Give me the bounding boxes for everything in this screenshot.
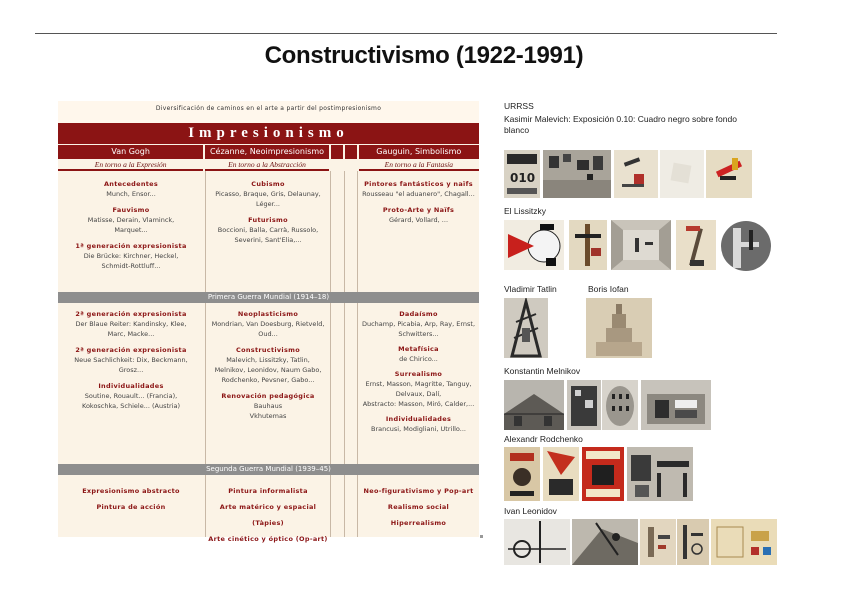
artist-list: Melnikov, Leonidov, Naum Gabo, xyxy=(214,366,322,374)
melnikov-house-image xyxy=(602,380,638,430)
movement-heading: 2ª generación expresionista xyxy=(75,310,187,318)
melnikov-pavilion-image xyxy=(504,380,564,430)
sec2-col3 xyxy=(358,309,479,434)
rodchenko-poster-2-image xyxy=(543,447,579,501)
column-subtitle: En torno a la Fantasía xyxy=(359,159,479,171)
table-caption: Diversificación de caminos en el arte a partir del postimpresionismo xyxy=(58,101,479,123)
artist-list: Marquet... xyxy=(114,226,148,234)
artist-list: Bauhaus xyxy=(253,402,283,410)
artist-list: Rousseau "el aduanero", Chagall... xyxy=(362,190,475,198)
movement-heading: 1ª generación expresionista xyxy=(75,242,187,250)
leonidov-plan-image xyxy=(711,519,777,565)
rodchenko-poster-3-image xyxy=(582,447,624,501)
artist-list: Gérard, Vollard, ... xyxy=(388,216,449,224)
section-label-tatlin: Vladimir Tatlin xyxy=(504,284,557,294)
art-movements-table xyxy=(58,101,479,543)
column-headers xyxy=(58,145,479,159)
artist-list: Munch, Ensor... xyxy=(106,190,156,198)
tatlin-tower-image xyxy=(504,298,548,358)
rodchenko-poster-1-image xyxy=(504,447,540,501)
sec1-col1 xyxy=(58,179,204,271)
section-label-leonidov: Ivan Leonidov xyxy=(504,506,557,516)
artist-list: Vkhutemas xyxy=(249,412,287,420)
movement-heading: Arte matérico y espacial (Tàpies) xyxy=(219,503,317,527)
malevich-caption: Kasimir Malevich: Exposición 0.10: Cuadro negro sobre fondo blanco xyxy=(504,114,737,135)
artist-list: Duchamp, Picabia, Arp, Ray, Ernst, xyxy=(361,320,476,328)
svg-text:010: 010 xyxy=(510,171,536,185)
artist-list: Grosz... xyxy=(118,366,144,374)
ww2-band: Segunda Guerra Mundial (1939–45) xyxy=(58,464,479,475)
section-label-lissitzky: El Lissitzky xyxy=(504,206,547,216)
artist-list: Schwitters... xyxy=(398,330,439,338)
rodchenko-reading-room-image xyxy=(627,447,693,501)
movement-heading: Expresionismo abstracto xyxy=(82,487,180,495)
column-subtitle: En torno a la Abstracción xyxy=(205,159,328,171)
movement-heading: Metafísica xyxy=(398,345,439,353)
malevich-exhibition-photo xyxy=(543,150,611,198)
movement-heading: Fauvismo xyxy=(112,206,150,214)
section-label-rodchenko: Alexandr Rodchenko xyxy=(504,434,583,444)
column-header: Van Gogh xyxy=(58,145,203,159)
column-subtitle: En torno a la Expresión xyxy=(58,159,203,171)
lissitzky-tribune-image xyxy=(676,220,716,270)
sec2-col1 xyxy=(58,309,204,411)
movement-heading: Pintura de acción xyxy=(96,503,166,511)
artist-list: Kokoschka, Schiele... (Austria) xyxy=(82,402,180,410)
artist-list: Oud... xyxy=(258,330,278,338)
artist-list: Severini, Sant'Elia,... xyxy=(234,236,302,244)
sec2-col2 xyxy=(206,309,330,421)
column-header xyxy=(345,145,357,159)
movement-heading: Neo-figurativismo y Pop-art xyxy=(363,487,474,495)
artist-list: Ernst, Masson, Magritte, Tanguy, xyxy=(365,380,472,388)
bullet-mark xyxy=(480,535,483,538)
leonidov-institute-image xyxy=(504,519,570,565)
lissitzky-globe-image xyxy=(719,220,773,272)
column-subtitle xyxy=(345,159,357,171)
iofan-palace-image xyxy=(586,298,652,358)
movement-heading: Proto-Arte y Naïfs xyxy=(382,206,455,214)
lissitzky-red-wedge-image xyxy=(504,220,564,270)
sec1-col2 xyxy=(206,179,330,245)
movement-heading: Constructivismo xyxy=(236,346,300,354)
artist-list: Die Brücke: Kirchner, Heckel, xyxy=(83,252,179,260)
movement-heading: 2ª generación expresionista xyxy=(75,346,187,354)
artist-list: Marc, Macke... xyxy=(107,330,155,338)
leonidov-sketch-image xyxy=(677,519,709,565)
sec3-col2 xyxy=(206,483,330,547)
artist-list: Léger... xyxy=(256,200,280,208)
section-label-urss: URRSS xyxy=(504,101,534,111)
artist-list: Neue Sachlichkeit: Dix, Beckmann, xyxy=(74,356,188,364)
artist-list: Malevich, Lissitzky, Tatlin, xyxy=(226,356,310,364)
section-label-melnikov: Konstantin Melnikov xyxy=(504,366,581,376)
section-label-iofan: Boris Iofan xyxy=(588,284,629,294)
artist-list: Delvaux, Dalí, xyxy=(395,390,442,398)
white-on-white-image xyxy=(660,150,704,198)
movement-heading: Antecedentes xyxy=(103,180,159,188)
artist-list: Soutine, Rouault... (Francia), xyxy=(84,392,178,400)
artist-list: de Chirico... xyxy=(399,355,438,363)
malevich-poster-image xyxy=(504,150,540,198)
column-header: Cézanne, Neoimpresionismo xyxy=(205,145,328,159)
suprematist-composition-image xyxy=(706,150,752,198)
artist-list: Rodchenko, Pevsner, Gabo... xyxy=(221,376,315,384)
suprematist-painting-image xyxy=(614,150,658,198)
movement-heading: Realismo social xyxy=(387,503,450,511)
melnikov-club-image xyxy=(567,380,601,430)
lissitzky-proun-room-image xyxy=(611,220,671,270)
column-header xyxy=(331,145,343,159)
sec3-col3 xyxy=(358,483,479,531)
artist-list: Boccioni, Balla, Carrà, Russolo, xyxy=(217,226,319,234)
movement-heading: Renovación pedagógica xyxy=(221,392,315,400)
lissitzky-proun-image xyxy=(569,220,607,270)
ww1-band: Primera Guerra Mundial (1914–18) xyxy=(58,292,479,303)
top-rule xyxy=(35,33,777,34)
column-divider xyxy=(330,171,331,537)
melnikov-building-image xyxy=(641,380,711,430)
column-divider xyxy=(344,171,345,537)
movement-heading: Cubismo xyxy=(251,180,285,188)
column-subtitles xyxy=(58,159,479,171)
column-header: Gauguin, Simbolismo xyxy=(359,145,479,159)
artist-list: Mondrian, Van Doesburg, Rietveld, xyxy=(211,320,325,328)
movement-heading: Individualidades xyxy=(98,382,164,390)
movement-heading: Dadaísmo xyxy=(399,310,438,318)
artist-list: Abstracto: Masson, Miró, Calder,... xyxy=(362,400,475,408)
sec3-col1 xyxy=(58,483,204,515)
page-title: Constructivismo (1922-1991) xyxy=(264,42,584,69)
movement-heading: Pintura informalista xyxy=(228,487,308,495)
leonidov-drawing-image xyxy=(640,519,676,565)
impresionismo-header: Impresionismo xyxy=(58,123,479,144)
column-subtitle xyxy=(331,159,343,171)
movement-heading: Individualidades xyxy=(385,415,452,423)
movement-heading: Surrealismo xyxy=(394,370,443,378)
sec1-col3 xyxy=(358,179,479,225)
artist-list: Schmidt-Rottluff... xyxy=(101,262,161,270)
movement-heading: Futurismo xyxy=(248,216,288,224)
movement-heading: Pintores fantásticos y naïfs xyxy=(364,180,473,188)
movement-heading: Arte cinético y óptico (Op-art) xyxy=(208,535,328,543)
artist-list: Matisse, Derain, Vlaminck, xyxy=(87,216,175,224)
movement-heading: Hiperrealismo xyxy=(390,519,447,527)
artist-list: Der Blaue Reiter: Kandinsky, Klee, xyxy=(75,320,187,328)
artist-list: Picasso, Braque, Gris, Delaunay, xyxy=(215,190,321,198)
movement-heading: Neoplasticismo xyxy=(237,310,299,318)
leonidov-model-image xyxy=(572,519,638,565)
artist-list: Brancusi, Modigliani, Utrillo... xyxy=(370,425,466,433)
